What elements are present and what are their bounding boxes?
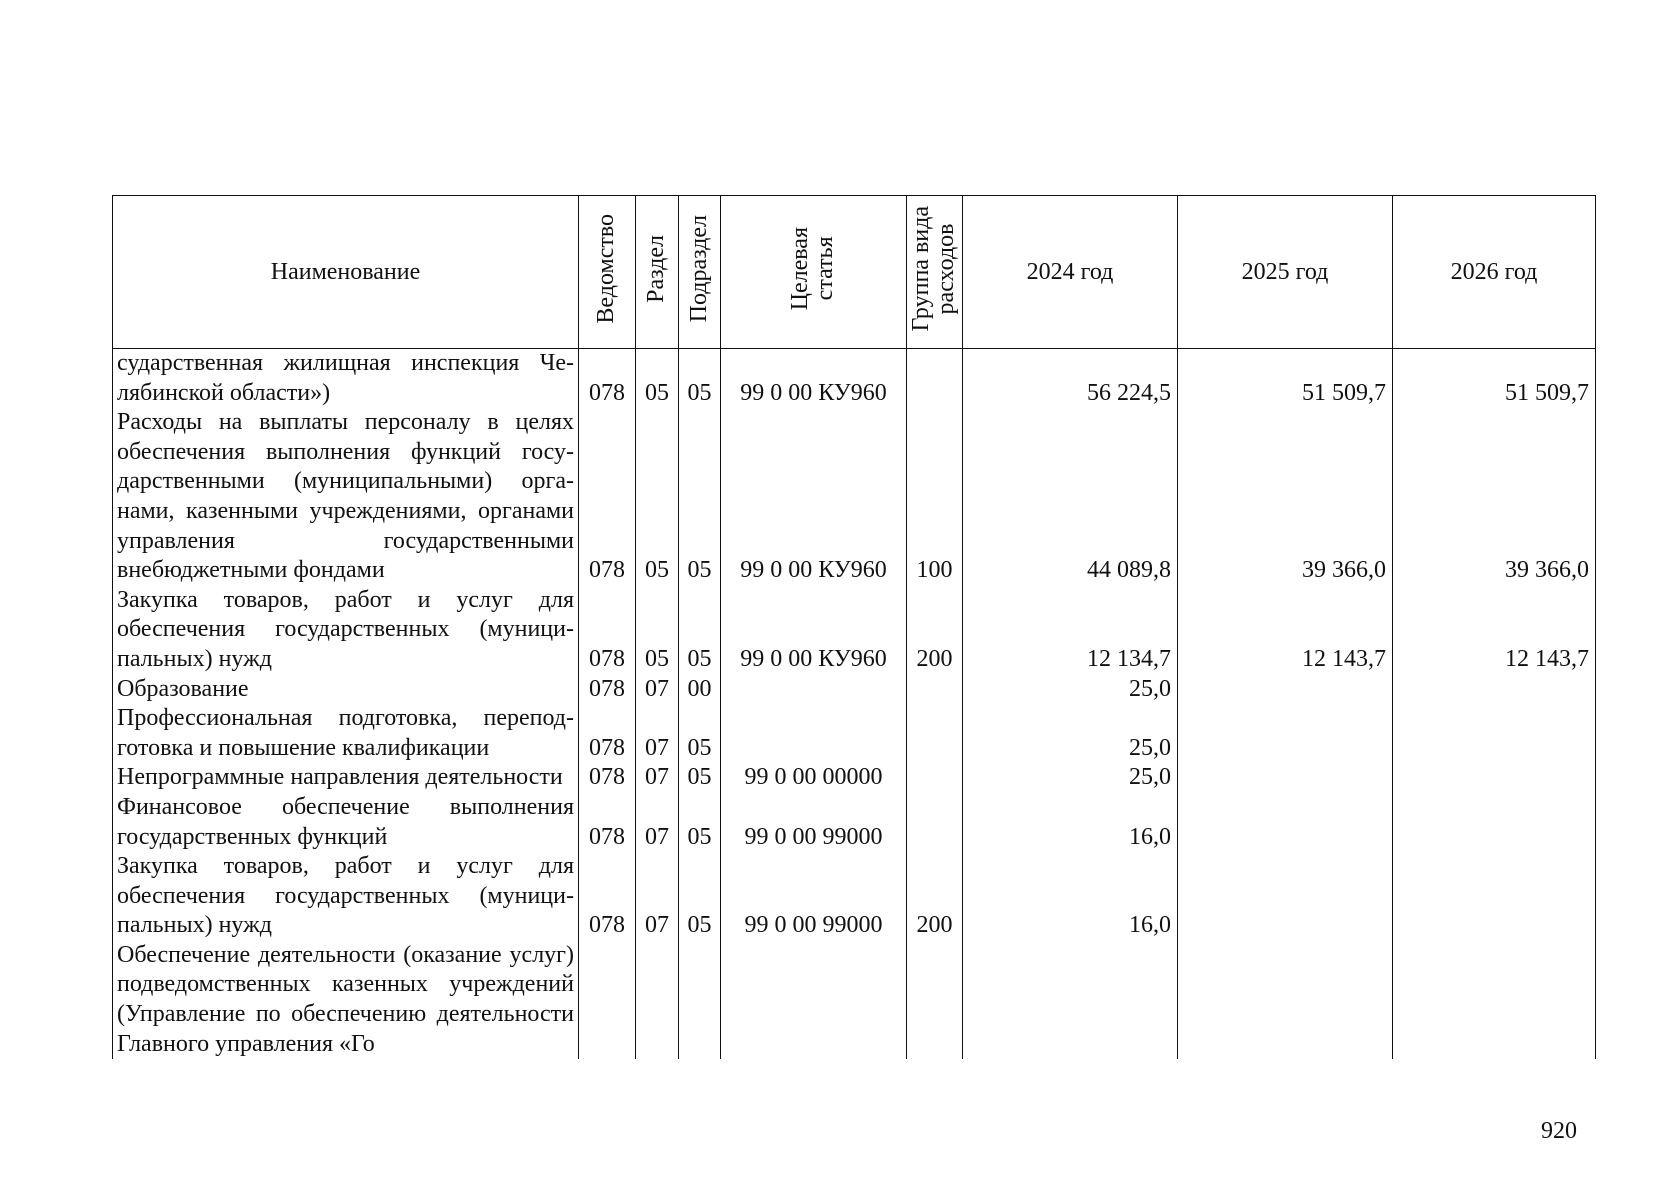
cell-name: Расходы на выплаты персоналу в целях обеспечения выполнения функций государственными (муниципальными) органами, казенными учреждениями, органами управления государственными внебюджетными фондами — [113, 408, 579, 586]
cell-value-2024: 16,0 — [963, 793, 1178, 852]
cell-target: 99 0 00 КУ960 — [721, 349, 907, 409]
cell-group — [907, 704, 963, 763]
cell-target: 99 0 00 КУ960 — [721, 586, 907, 675]
header-dept: Ведомство — [579, 196, 636, 349]
table-row — [113, 941, 1596, 1059]
cell-value-2026 — [1393, 704, 1596, 763]
table-row — [113, 675, 1596, 705]
cell-value-2025: 12 143,7 — [1178, 586, 1393, 675]
cell-dept: 078 — [579, 675, 636, 705]
table-row — [113, 349, 1596, 409]
cell-dept: 078 — [579, 408, 636, 586]
cell-value-2026: 51 509,7 — [1393, 349, 1596, 409]
cell-target: 99 0 00 99000 — [721, 852, 907, 941]
cell-dept: 078 — [579, 586, 636, 675]
cell-value-2025 — [1178, 675, 1393, 705]
cell-section — [636, 941, 679, 1059]
cell-name: сударственная жилищная инспекция Челябинской области») — [113, 349, 579, 409]
cell-name: Профессиональная подготовка, переподготовка и повышение квалификации — [113, 704, 579, 763]
cell-target: 99 0 00 99000 — [721, 793, 907, 852]
header-2025: 2025 год — [1178, 196, 1393, 349]
header-row — [113, 196, 1596, 349]
cell-target — [721, 941, 907, 1059]
cell-dept: 078 — [579, 852, 636, 941]
budget-table — [112, 195, 1596, 1059]
cell-section: 07 — [636, 675, 679, 705]
cell-value-2025 — [1178, 704, 1393, 763]
cell-value-2026 — [1393, 763, 1596, 793]
cell-target: 99 0 00 00000 — [721, 763, 907, 793]
cell-value-2025 — [1178, 941, 1393, 1059]
cell-group — [907, 675, 963, 705]
cell-target — [721, 675, 907, 705]
cell-group — [907, 763, 963, 793]
cell-section: 07 — [636, 704, 679, 763]
cell-section: 05 — [636, 349, 679, 409]
cell-value-2026: 39 366,0 — [1393, 408, 1596, 586]
header-group: Группа вида расходов — [907, 196, 963, 349]
cell-name: Закупка товаров, работ и услуг для обеспечения государственных (муниципальных) нужд — [113, 852, 579, 941]
cell-target: 99 0 00 КУ960 — [721, 408, 907, 586]
cell-section: 07 — [636, 793, 679, 852]
cell-subsection: 05 — [679, 852, 721, 941]
cell-name: Непрограммные направления деятельности — [113, 763, 579, 793]
cell-group: 100 — [907, 408, 963, 586]
cell-dept: 078 — [579, 349, 636, 409]
cell-value-2024 — [963, 941, 1178, 1059]
cell-subsection: 05 — [679, 704, 721, 763]
table-row — [113, 852, 1596, 941]
table-row — [113, 793, 1596, 852]
table-row — [113, 408, 1596, 586]
cell-section: 05 — [636, 408, 679, 586]
cell-value-2025: 39 366,0 — [1178, 408, 1393, 586]
cell-value-2024: 25,0 — [963, 763, 1178, 793]
cell-value-2026: 12 143,7 — [1393, 586, 1596, 675]
table-row — [113, 704, 1596, 763]
header-target: Целевая статья — [721, 196, 907, 349]
cell-value-2025: 51 509,7 — [1178, 349, 1393, 409]
header-2024: 2024 год — [963, 196, 1178, 349]
cell-group — [907, 349, 963, 409]
cell-section: 05 — [636, 586, 679, 675]
cell-subsection: 05 — [679, 349, 721, 409]
cell-group — [907, 793, 963, 852]
table-row — [113, 763, 1596, 793]
cell-value-2024: 44 089,8 — [963, 408, 1178, 586]
cell-value-2024: 25,0 — [963, 704, 1178, 763]
cell-subsection: 05 — [679, 408, 721, 586]
cell-dept — [579, 941, 636, 1059]
cell-name: Образование — [113, 675, 579, 705]
cell-value-2026 — [1393, 941, 1596, 1059]
page-number: 920 — [1541, 1118, 1577, 1144]
cell-value-2025 — [1178, 852, 1393, 941]
header-section: Раздел — [636, 196, 679, 349]
cell-dept: 078 — [579, 793, 636, 852]
cell-subsection — [679, 941, 721, 1059]
cell-value-2026 — [1393, 675, 1596, 705]
cell-subsection: 05 — [679, 586, 721, 675]
cell-section: 07 — [636, 763, 679, 793]
cell-subsection: 05 — [679, 763, 721, 793]
cell-group — [907, 941, 963, 1059]
cell-group: 200 — [907, 586, 963, 675]
header-subsection: Подраздел — [679, 196, 721, 349]
header-2026: 2026 год — [1393, 196, 1596, 349]
cell-group: 200 — [907, 852, 963, 941]
cell-value-2025 — [1178, 793, 1393, 852]
cell-value-2026 — [1393, 793, 1596, 852]
cell-dept: 078 — [579, 704, 636, 763]
cell-value-2024: 25,0 — [963, 675, 1178, 705]
cell-section: 07 — [636, 852, 679, 941]
cell-value-2024: 56 224,5 — [963, 349, 1178, 409]
cell-name: Закупка товаров, работ и услуг для обеспечения государственных (муниципальных) нужд — [113, 586, 579, 675]
cell-value-2024: 16,0 — [963, 852, 1178, 941]
cell-target — [721, 704, 907, 763]
cell-subsection: 05 — [679, 793, 721, 852]
cell-value-2025 — [1178, 763, 1393, 793]
cell-value-2024: 12 134,7 — [963, 586, 1178, 675]
header-name: Наименование — [113, 196, 579, 349]
cell-name: Обеспечение деятельности (оказание услуг) подведомственных казенных учреждений (Управление по обеспечению деятельности Главного управления «Го — [113, 941, 579, 1059]
cell-dept: 078 — [579, 763, 636, 793]
cell-name: Финансовое обеспечение выполнения государственных функций — [113, 793, 579, 852]
cell-subsection: 00 — [679, 675, 721, 705]
cell-value-2026 — [1393, 852, 1596, 941]
table-row — [113, 586, 1596, 675]
